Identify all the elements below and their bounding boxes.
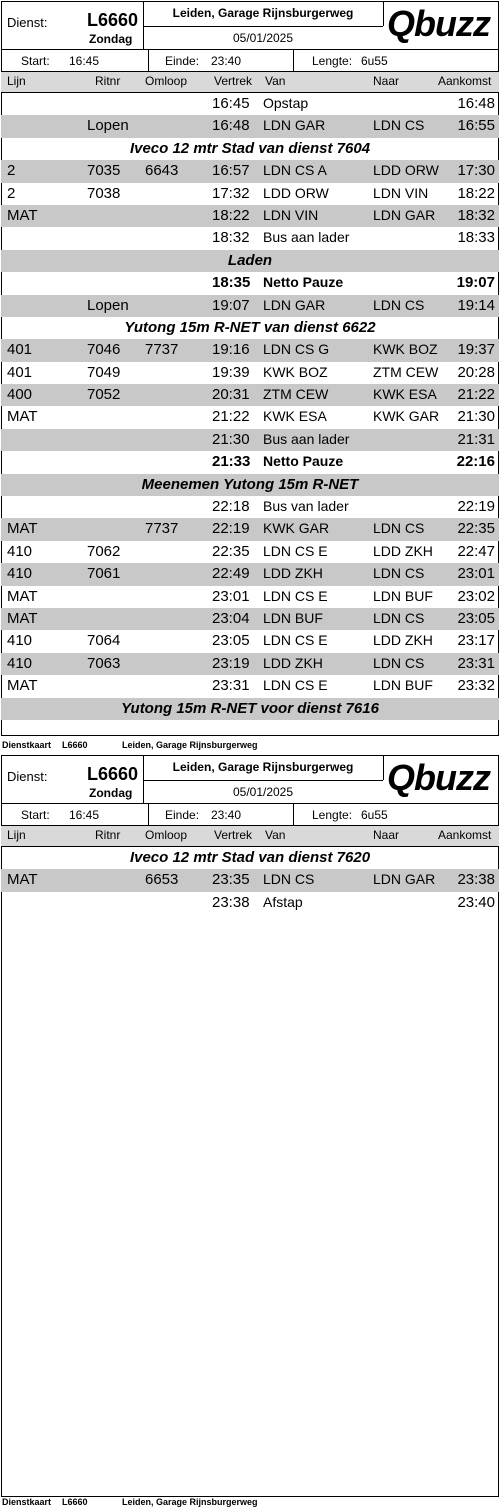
cell-vertrek: 19:39 <box>212 363 250 381</box>
cell-vertrek: 18:32 <box>212 229 250 247</box>
cell-ritnr: Lopen <box>87 117 129 135</box>
table-row <box>1 653 499 675</box>
cell-ritnr: 7061 <box>87 565 121 583</box>
col-naar: Naar <box>373 828 400 842</box>
table-row <box>1 429 499 451</box>
table-row <box>1 183 499 205</box>
cell-aankomst: 23:31 <box>457 654 495 672</box>
table-row <box>1 160 499 182</box>
card-header <box>1 1 499 49</box>
cell-van: ZTM CEW <box>263 386 329 403</box>
cell-naar: LDN CS <box>373 117 425 134</box>
cell-aankomst: 22:19 <box>457 498 495 516</box>
cell-aankomst: 17:30 <box>457 162 495 180</box>
divider <box>293 804 294 825</box>
cell-aankomst: 22:47 <box>457 542 495 560</box>
cell-omloop: 6643 <box>145 162 179 180</box>
cell-aankomst: 23:40 <box>457 893 495 911</box>
section-heading: Laden <box>1 250 499 272</box>
cell-vertrek: 23:01 <box>212 587 250 605</box>
cell-vertrek: 23:35 <box>212 871 250 889</box>
start-value: 16:45 <box>69 808 100 822</box>
cell-lijn: 2 <box>7 184 16 202</box>
cell-vertrek: 19:07 <box>212 296 250 314</box>
cell-van: LDN CS E <box>263 677 328 694</box>
col-omloop: Omloop <box>145 828 188 842</box>
cell-lijn: 410 <box>7 565 33 583</box>
cell-van: Bus aan lader <box>263 229 350 246</box>
cell-lijn: MAT <box>7 587 38 605</box>
cell-naar: LDN VIN <box>373 184 429 201</box>
location-label: Leiden, Garage Rijnsburgerweg <box>172 6 354 20</box>
table-row <box>1 541 499 563</box>
cell-vertrek: 16:57 <box>212 162 250 180</box>
cell-lijn: 2 <box>7 162 16 180</box>
divider <box>293 50 294 71</box>
cell-lijn: 410 <box>7 654 33 672</box>
start-value: 16:45 <box>69 54 100 68</box>
col-van: Van <box>265 828 286 842</box>
table-row <box>1 630 499 652</box>
cell-vertrek: 21:22 <box>212 408 250 426</box>
col-aankomst: Aankomst <box>438 74 492 88</box>
cell-naar: LDN CS <box>373 609 425 626</box>
cell-aankomst: 21:31 <box>457 430 495 448</box>
cell-naar: KWK ESA <box>373 386 437 403</box>
cell-vertrek: 23:31 <box>212 677 250 695</box>
duty-card-page-1 <box>1 1 499 734</box>
cell-ritnr: 7035 <box>87 162 121 180</box>
section-heading: Iveco 12 mtr Stad van dienst 7604 <box>129 139 371 157</box>
cell-naar: KWK GAR <box>373 408 440 425</box>
cell-vertrek: 23:19 <box>212 654 250 672</box>
cell-naar: LDN GAR <box>373 206 436 223</box>
cell-van: KWK GAR <box>263 520 330 537</box>
cell-ritnr: 7064 <box>87 632 121 650</box>
footer-label: Dienstkaart <box>2 740 52 750</box>
divider <box>148 804 149 825</box>
card-header <box>1 755 499 803</box>
cell-van: KWK BOZ <box>263 363 328 380</box>
table-row <box>1 272 499 294</box>
table-row <box>1 384 499 406</box>
cell-aankomst: 19:07 <box>456 274 495 292</box>
footer-label: Dienstkaart <box>2 1497 52 1507</box>
cell-lijn: MAT <box>7 677 38 695</box>
table-row <box>1 205 499 227</box>
cell-aankomst: 23:32 <box>457 677 495 695</box>
cell-ritnr: 7038 <box>87 184 121 202</box>
cell-aankomst: 21:30 <box>457 408 495 426</box>
cell-aankomst: 19:37 <box>457 341 495 359</box>
cell-naar: LDD ZKH <box>373 542 433 559</box>
footer-code: L6660 <box>62 740 88 750</box>
divider <box>148 50 149 71</box>
cell-lijn: 401 <box>7 341 33 359</box>
cell-vertrek: 16:45 <box>212 95 250 112</box>
cell-van: Afstap <box>263 893 303 910</box>
dienst-label: Dienst: <box>7 15 48 30</box>
cell-naar: LDN GAR <box>373 871 436 888</box>
table-row <box>1 496 499 518</box>
lengte-value: 6u55 <box>361 808 388 822</box>
table-row <box>1 295 499 317</box>
cell-aankomst: 23:38 <box>457 871 495 889</box>
cell-van: LDN CS E <box>263 587 328 604</box>
cell-vertrek: 22:49 <box>212 565 250 583</box>
cell-vertrek: 18:35 <box>212 274 251 292</box>
cell-lijn: 410 <box>7 632 33 650</box>
footer-location: Leiden, Garage Rijnsburgerweg <box>122 740 258 750</box>
cell-van: LDN GAR <box>263 117 326 134</box>
table-row <box>1 563 499 585</box>
table-row <box>1 675 499 697</box>
cell-naar: LDN BUF <box>373 587 433 604</box>
section-heading: Yutong 15m R-NET van dienst 6622 <box>124 318 376 336</box>
cell-aankomst: 23:02 <box>457 587 495 605</box>
table-row <box>1 362 499 384</box>
cell-naar: LDN CS <box>373 520 425 537</box>
cell-van: LDD ZKH <box>263 565 323 582</box>
table-row <box>1 451 499 473</box>
cell-lijn: MAT <box>7 520 38 538</box>
section-heading: Meenemen Yutong 15m R-NET <box>1 474 499 496</box>
cell-naar: KWK BOZ <box>373 341 438 358</box>
column-header <box>1 825 499 847</box>
lengte-label: Lengte: <box>312 54 353 68</box>
cell-vertrek: 21:30 <box>212 430 250 448</box>
cell-van: Bus van lader <box>263 498 349 515</box>
cell-ritnr: 7063 <box>87 654 121 672</box>
cell-vertrek: 20:31 <box>212 386 250 404</box>
cell-aankomst: 23:17 <box>457 632 495 650</box>
cell-lijn: 410 <box>7 542 33 560</box>
einde-value: 23:40 <box>211 808 242 822</box>
col-naar: Naar <box>373 74 400 88</box>
divider <box>143 780 383 781</box>
cell-van: LDN CS E <box>263 632 328 649</box>
location-label: Leiden, Garage Rijnsburgerweg <box>172 760 354 774</box>
lengte-value: 6u55 <box>361 54 388 68</box>
cell-aankomst: 18:32 <box>457 206 495 224</box>
cell-vertrek: 22:35 <box>212 542 250 560</box>
day-label: Zondag <box>89 786 133 800</box>
cell-naar: ZTM CEW <box>373 363 439 380</box>
table-row <box>1 93 499 115</box>
cell-van: LDD ORW <box>263 184 329 201</box>
cell-vertrek: 17:32 <box>212 184 250 202</box>
cell-van: LDD ZKH <box>263 654 323 671</box>
table-row <box>1 586 499 608</box>
schedule-table <box>1 93 499 720</box>
cell-ritnr: Lopen <box>87 296 129 314</box>
cell-van: LDN CS G <box>263 341 330 358</box>
cell-ritnr: 7062 <box>87 542 121 560</box>
divider <box>383 755 384 780</box>
cell-aankomst: 18:33 <box>457 229 495 247</box>
cell-naar: LDN BUF <box>373 677 433 694</box>
start-label: Start: <box>21 808 50 822</box>
brand-logo: Qbuzz <box>387 757 490 798</box>
cell-vertrek: 22:19 <box>212 520 250 538</box>
table-row <box>1 115 499 137</box>
cell-aankomst: 19:14 <box>457 296 495 314</box>
table-row <box>1 892 499 914</box>
cell-lijn: 401 <box>7 363 33 381</box>
cell-van: LDN VIN <box>263 206 319 223</box>
section-heading: Iveco 12 mtr Stad van dienst 7620 <box>129 849 371 866</box>
cell-aankomst: 16:48 <box>457 95 495 112</box>
einde-value: 23:40 <box>211 54 242 68</box>
cell-vertrek: 23:05 <box>212 632 250 650</box>
cell-aankomst: 18:22 <box>457 184 495 202</box>
cell-aankomst: 23:05 <box>457 609 495 627</box>
cell-lijn: 400 <box>7 386 33 404</box>
cell-naar: LDN CS <box>373 654 425 671</box>
cell-van: Opstap <box>263 95 309 111</box>
cell-lijn: MAT <box>7 408 38 426</box>
cell-naar: LDD ZKH <box>373 632 433 649</box>
cell-aankomst: 22:16 <box>456 453 495 471</box>
cell-vertrek: 21:33 <box>212 453 251 471</box>
cell-aankomst: 22:35 <box>457 520 495 538</box>
footer-location: Leiden, Garage Rijnsburgerweg <box>122 1497 258 1507</box>
column-header <box>1 71 499 93</box>
cell-van: Netto Pauze <box>263 453 344 470</box>
cell-vertrek: 18:22 <box>212 206 250 224</box>
cell-aankomst: 16:55 <box>457 117 495 135</box>
cell-lijn: MAT <box>7 206 38 224</box>
col-omloop: Omloop <box>145 74 188 88</box>
divider <box>143 26 383 27</box>
cell-van: Netto Pauze <box>263 274 344 291</box>
cell-ritnr: 7049 <box>87 363 121 381</box>
cell-van: LDN CS E <box>263 542 328 559</box>
col-lijn: Lijn <box>7 828 26 842</box>
cell-vertrek: 19:16 <box>212 341 250 359</box>
dienst-label: Dienst: <box>7 769 48 784</box>
table-row <box>1 518 499 540</box>
day-label: Zondag <box>89 32 133 46</box>
start-label: Start: <box>21 54 50 68</box>
cell-naar: LDN CS <box>373 565 425 582</box>
cell-vertrek: 23:04 <box>212 609 250 627</box>
cell-omloop: 6653 <box>145 871 179 889</box>
footer-code: L6660 <box>62 1497 88 1507</box>
cell-naar: LDN CS <box>373 296 425 313</box>
einde-label: Einde: <box>165 54 200 68</box>
cell-van: LDN BUF <box>263 609 323 626</box>
cell-van: KWK ESA <box>263 408 327 425</box>
table-row <box>1 227 499 249</box>
cell-omloop: 7737 <box>145 520 179 538</box>
cell-ritnr: 7046 <box>87 341 121 359</box>
cell-lijn: MAT <box>7 871 38 889</box>
cell-omloop: 7737 <box>145 341 179 359</box>
col-vertrek: Vertrek <box>214 74 253 88</box>
section-heading: Yutong 15m R-NET voor dienst 7616 <box>1 698 499 720</box>
cell-van: LDN GAR <box>263 296 326 313</box>
col-aankomst: Aankomst <box>438 828 492 842</box>
cell-van: LDN CS <box>263 871 315 888</box>
cell-vertrek: 16:48 <box>212 117 250 135</box>
dienst-code: L6660 <box>87 764 139 784</box>
cell-vertrek: 22:18 <box>212 498 250 516</box>
lengte-label: Lengte: <box>312 808 353 822</box>
cell-aankomst: 21:22 <box>457 386 495 404</box>
table-row <box>1 339 499 361</box>
cell-aankomst: 23:01 <box>457 565 495 583</box>
col-ritnr: Ritnr <box>95 828 121 842</box>
shift-info <box>1 803 499 825</box>
cell-ritnr: 7052 <box>87 386 121 404</box>
schedule-table <box>1 847 499 914</box>
brand-logo: Qbuzz <box>387 3 490 44</box>
cell-aankomst: 20:28 <box>457 363 495 381</box>
table-row <box>1 608 499 630</box>
table-row <box>1 406 499 428</box>
shift-info <box>1 49 499 71</box>
einde-label: Einde: <box>165 808 200 822</box>
table-row <box>1 869 499 891</box>
col-lijn: Lijn <box>7 74 26 88</box>
dienst-code: L6660 <box>87 10 139 30</box>
date-label: 05/01/2025 <box>232 785 294 799</box>
cell-van: Bus aan lader <box>263 430 350 447</box>
cell-lijn: MAT <box>7 609 38 627</box>
cell-van: LDN CS A <box>263 162 327 179</box>
duty-card-page-2 <box>1 755 499 1495</box>
divider <box>383 1 384 26</box>
cell-vertrek: 23:38 <box>212 893 250 911</box>
cell-naar: LDD ORW <box>373 162 439 179</box>
col-van: Van <box>265 74 286 88</box>
col-ritnr: Ritnr <box>95 74 121 88</box>
date-label: 05/01/2025 <box>232 31 294 45</box>
col-vertrek: Vertrek <box>214 828 253 842</box>
